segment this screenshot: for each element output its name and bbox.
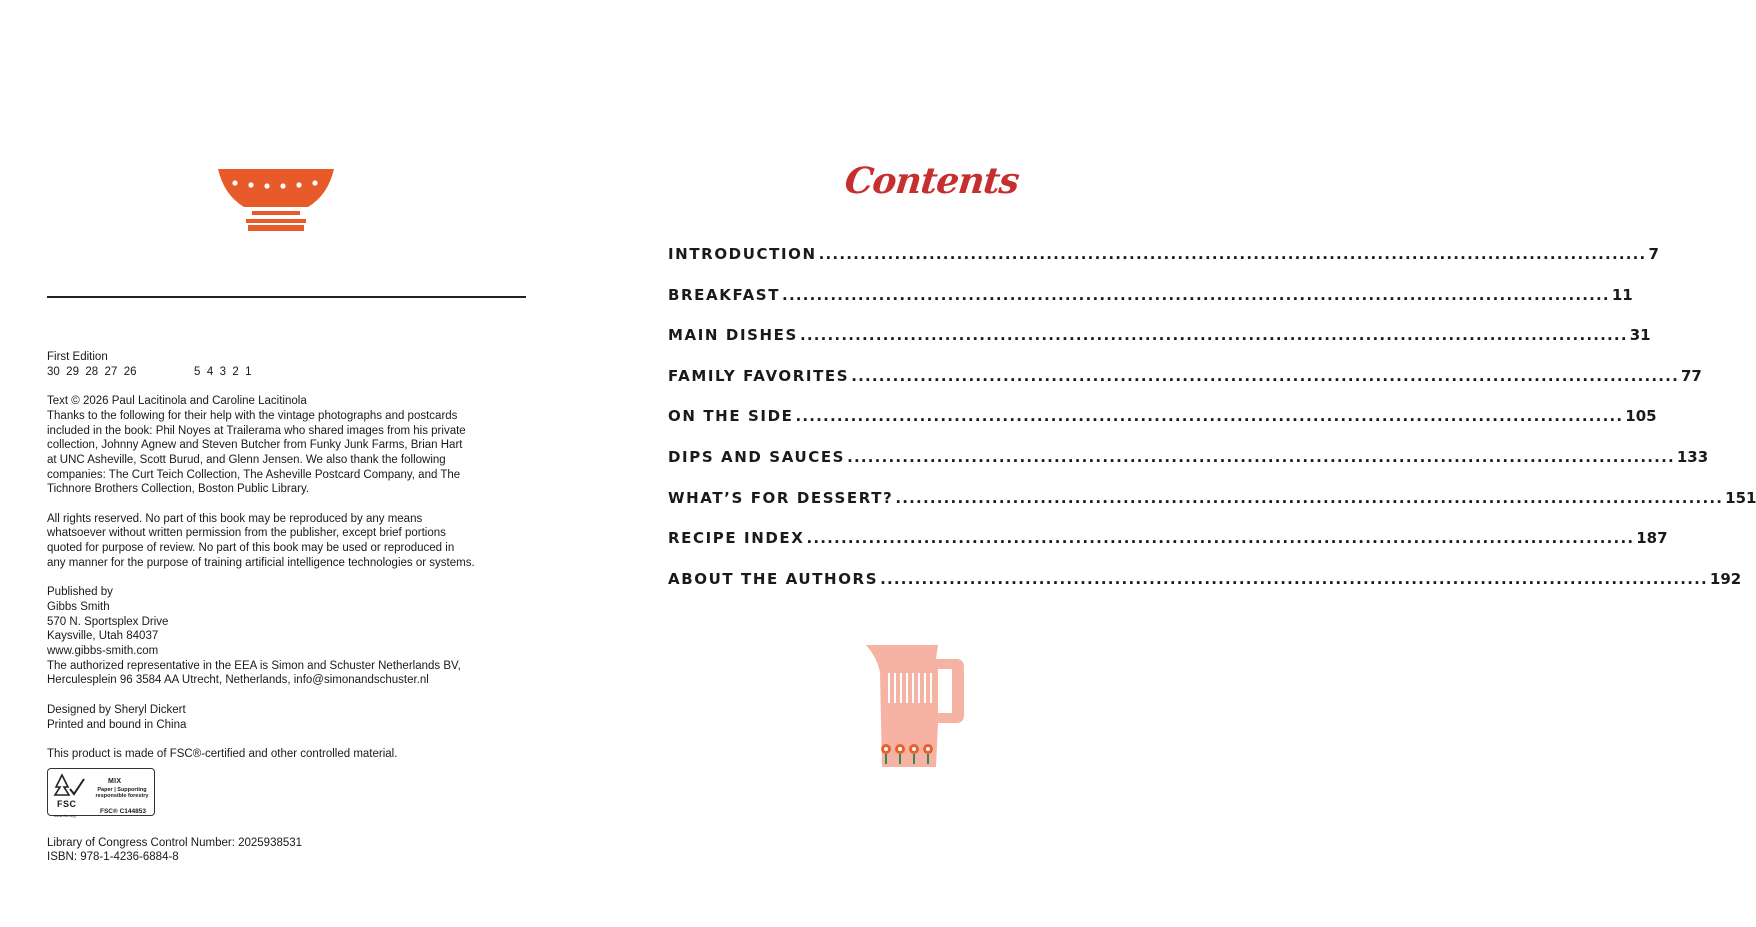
fsc-code: FSC® C144853: [100, 807, 146, 815]
toc-label: ON THE SIDE: [668, 407, 794, 426]
toc-page-number: 7: [1648, 245, 1659, 263]
fsc-url: www.fsc.org: [54, 812, 76, 818]
loc-number: Library of Congress Control Number: 2025938531: [47, 836, 303, 849]
divider-rule: [47, 296, 526, 298]
toc-entry[interactable]: [668, 569, 1742, 611]
toc-page-number: 77: [1680, 366, 1702, 385]
toc-leader: ........................................................................................................................: [851, 366, 1679, 385]
toc-label: BREAKFAST: [668, 285, 781, 304]
toc-leader: ........................................................................................................................: [799, 326, 1628, 345]
rights-line: quoted for purpose of review. No part of this book may be used or reproduced in: [47, 542, 455, 555]
publisher-line: Herculesplein 96 3584 AA Utrecht, Netherlands, info@simonandschuster.nl: [47, 674, 429, 687]
thanks-line: Thanks to the following for their help with the vintage photographs and postcards: [47, 409, 458, 422]
publisher-line: Gibbs Smith: [47, 600, 110, 613]
publisher-line: 570 N. Sportsplex Drive: [47, 615, 169, 628]
copyright-block: [47, 350, 547, 865]
toc-label: RECIPE INDEX: [668, 529, 805, 548]
toc-label: INTRODUCTION: [668, 245, 817, 263]
rights-line: whatsoever without written permission from the publisher, except brief portions: [47, 527, 446, 540]
design-line: Designed by Sheryl Dickert: [47, 703, 186, 716]
toc-entry[interactable]: [668, 529, 1668, 570]
toc-leader: ........................................................................................................................: [818, 245, 1647, 263]
toc-leader: ........................................................................................................................: [782, 285, 1610, 304]
toc-entry[interactable]: [668, 407, 1657, 448]
print-line: 30 29 28 27 26 5 4 3 2 1: [47, 365, 252, 378]
thanks-line: companies: The Curt Teich Collection, The Asheville Postcard Company, and The: [47, 468, 461, 481]
toc-page-number: 31: [1629, 326, 1651, 345]
thanks-line: at UNC Asheville, Scott Burud, and Glenn Jensen. We also thank the following: [47, 453, 446, 466]
toc-entry[interactable]: [668, 447, 1709, 489]
table-of-contents: [668, 245, 1756, 610]
rights-line: any manner for the purpose of training artificial intelligence technologies or systems.: [47, 556, 475, 569]
toc-entry[interactable]: [668, 366, 1702, 408]
rights-line: All rights reserved. No part of this book may be reproduced by any means: [47, 512, 423, 525]
toc-page-number: 11: [1611, 285, 1633, 304]
page-title: Contents: [842, 160, 1021, 202]
toc-page-number: 133: [1676, 447, 1709, 466]
publisher-line: www.gibbs-smith.com: [47, 645, 159, 658]
design-line: Printed and bound in China: [47, 718, 187, 731]
toc-page-number: 105: [1625, 407, 1657, 426]
contents-page: [600, 0, 1756, 927]
edition: First Edition: [47, 351, 108, 363]
publisher-line: The authorized representative in the EEA is Simon and Schuster Netherlands BV,: [47, 659, 461, 672]
fsc-mix: MIX: [108, 777, 122, 785]
thanks-line: Tichnore Brothers Collection, Boston Public Library.: [47, 483, 310, 496]
copyright-page: [0, 0, 600, 927]
fsc-paper: Paper | Supporting responsible forestry: [95, 786, 149, 799]
toc-label: WHAT’S FOR DESSERT?: [668, 488, 894, 507]
toc-leader: ........................................................................................................................: [806, 529, 1635, 548]
publisher-line: Published by: [47, 586, 113, 599]
toc-entry[interactable]: [668, 285, 1633, 327]
toc-label: FAMILY FAVORITES: [668, 366, 850, 385]
pitcher-icon: [866, 643, 970, 773]
thanks-line: collection, Johnny Agnew and Steven Butcher from Funky Junk Farms, Brian Hart: [47, 439, 463, 452]
toc-entry[interactable]: [668, 326, 1651, 367]
bowl-icon: [216, 163, 336, 233]
toc-entry[interactable]: [668, 245, 1659, 286]
toc-leader: ........................................................................................................................: [895, 488, 1724, 507]
fsc-statement: This product is made of FSC®-certified and other controlled material.: [47, 747, 398, 760]
toc-label: MAIN DISHES: [668, 326, 798, 345]
toc-page-number: 192: [1709, 569, 1742, 588]
toc-label: DIPS AND SAUCES: [668, 447, 846, 466]
toc-label: ABOUT THE AUTHORS: [668, 569, 879, 588]
toc-page-number: 187: [1636, 529, 1668, 548]
toc-leader: ........................................................................................................................: [880, 569, 1708, 588]
text-copyright: Text © 2026 Paul Lacitinola and Caroline Lacitinola: [47, 395, 307, 408]
fsc-logo-icon: [47, 768, 155, 816]
publisher-line: Kaysville, Utah 84037: [47, 630, 159, 643]
isbn: ISBN: 978-1-4236-6884-8: [47, 851, 179, 864]
toc-leader: ........................................................................................................................: [795, 407, 1624, 426]
thanks-line: included in the book: Phil Noyes at Trailerama who shared images from his private: [47, 424, 466, 437]
toc-entry[interactable]: [668, 488, 1756, 530]
toc-leader: ........................................................................................................................: [847, 447, 1675, 466]
toc-page-number: 151: [1725, 488, 1756, 507]
fsc-word: FSC: [57, 798, 77, 809]
tree-check-icon: [52, 773, 88, 799]
